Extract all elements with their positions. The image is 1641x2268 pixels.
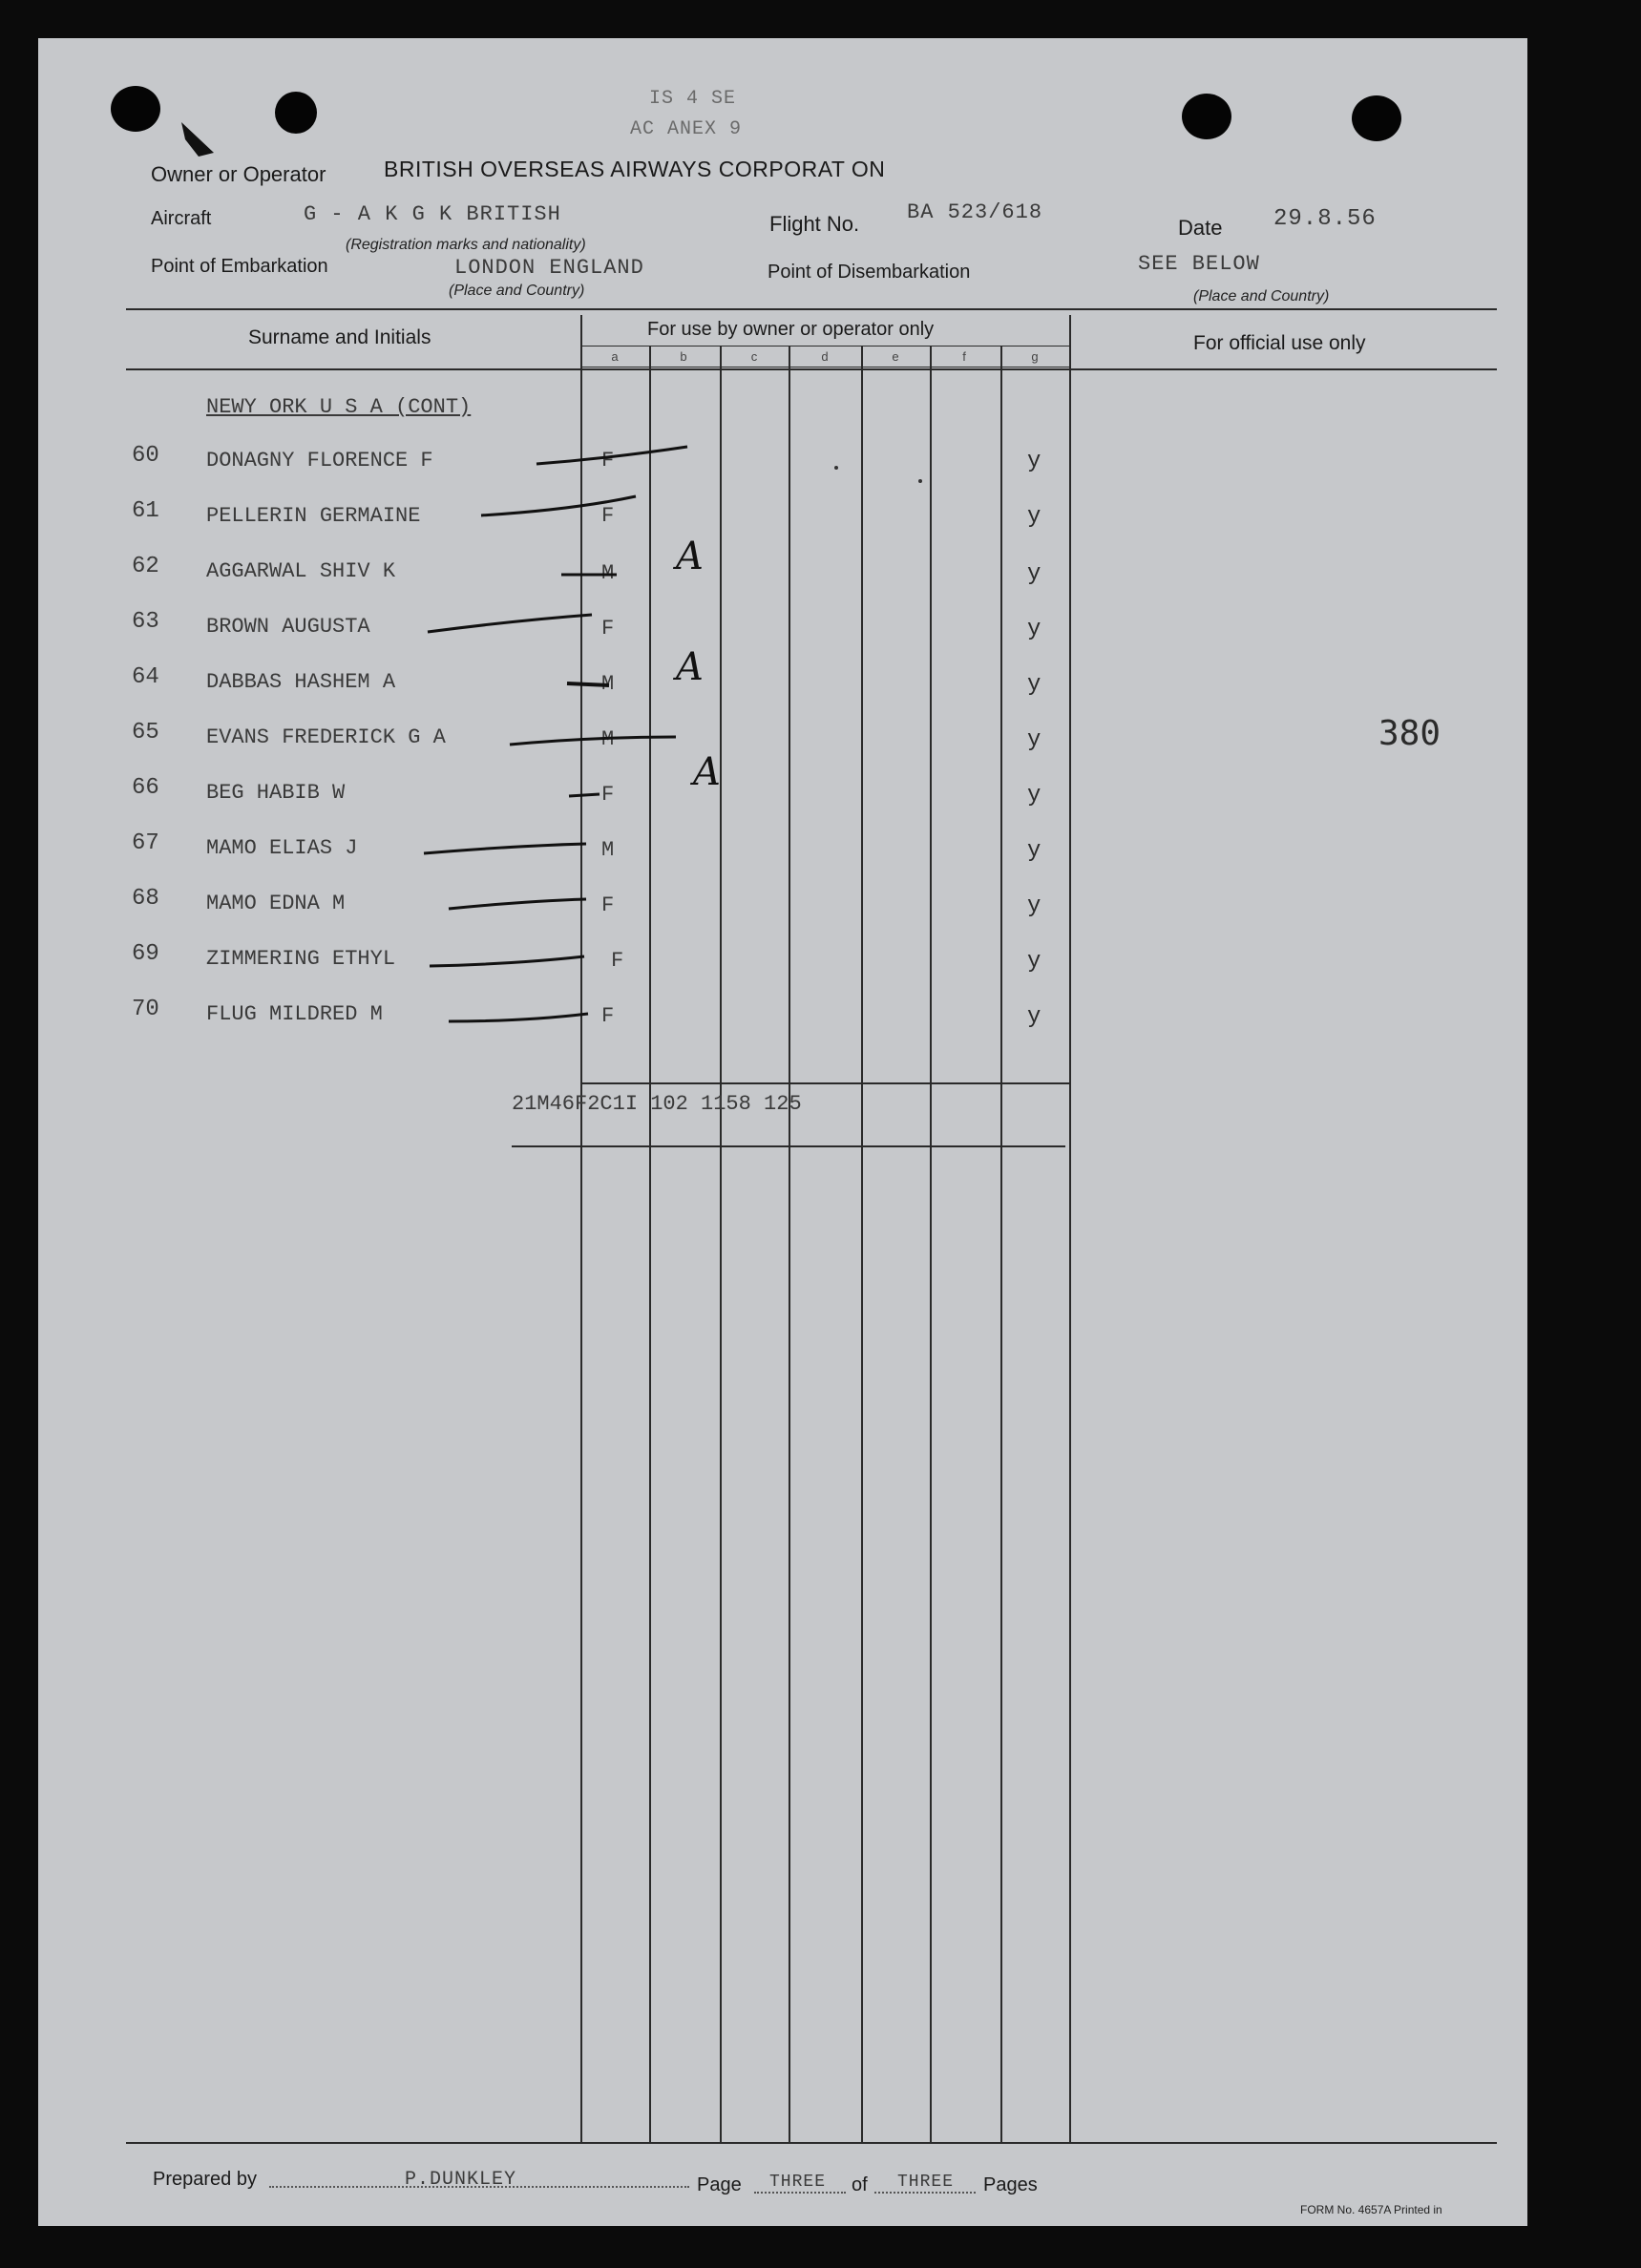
col-g-mark: y xyxy=(1027,672,1041,698)
row-number: 66 xyxy=(132,775,159,801)
dot-mark-2 xyxy=(918,479,922,483)
col-b-mark: A xyxy=(676,645,704,689)
passenger-sex: F xyxy=(601,449,615,472)
row-number: 62 xyxy=(132,554,159,579)
row-number: 61 xyxy=(132,498,159,524)
date-value: 29.8.56 xyxy=(1273,206,1377,232)
owner-value: BRITISH OVERSEAS AIRWAYS CORPORAT ON xyxy=(384,157,886,181)
passenger-sex: F xyxy=(601,617,615,640)
row-number: 68 xyxy=(132,886,159,912)
col-official-header: For official use only xyxy=(1193,332,1366,354)
passenger-sex: M xyxy=(601,727,615,751)
passenger-name: BEG HABIB W xyxy=(206,781,346,805)
col-surname-header: Surname and Initials xyxy=(248,326,431,348)
flight-label: Flight No. xyxy=(769,212,860,236)
totals-line: 21M46F2C1I 102 1158 125 xyxy=(512,1092,802,1116)
col-g-mark: y xyxy=(1027,449,1041,474)
col-g-mark: y xyxy=(1027,504,1041,530)
subcol-c: c xyxy=(750,349,758,364)
row-number: 70 xyxy=(132,997,159,1022)
aircraft-sub: (Registration marks and nationality) xyxy=(346,237,586,253)
row-number: 69 xyxy=(132,941,159,967)
passenger-sex: M xyxy=(601,561,615,585)
subcol-f: f xyxy=(962,349,966,364)
col-g-mark: y xyxy=(1027,1004,1041,1030)
passenger-sex: F xyxy=(601,504,615,528)
col-g-mark: y xyxy=(1027,838,1041,864)
pen-strokes xyxy=(38,38,1527,2226)
passenger-name: FLUG MILDRED M xyxy=(206,1002,383,1026)
passenger-name: DABBAS HASHEM A xyxy=(206,670,396,694)
owner-label: Owner or Operator xyxy=(151,162,326,186)
section-heading: NEWY ORK U S A (CONT) xyxy=(206,395,472,419)
strike-67 xyxy=(424,844,586,853)
flight-value: BA 523/618 xyxy=(907,200,1043,224)
passenger-sex: F xyxy=(601,1004,615,1028)
row-number: 64 xyxy=(132,664,159,690)
subcol-g: g xyxy=(1031,349,1039,364)
pages-label: Pages xyxy=(983,2174,1038,2195)
strike-69 xyxy=(430,956,584,966)
passenger-sex: M xyxy=(601,672,615,696)
subcol-a: a xyxy=(611,349,619,364)
embark-label: Point of Embarkation xyxy=(151,256,328,277)
passenger-name: ZIMMERING ETHYL xyxy=(206,947,396,971)
passenger-sex: F xyxy=(601,893,615,917)
col-g-mark: y xyxy=(1027,949,1041,975)
manifest-sheet xyxy=(38,38,1527,2226)
passenger-name: MAMO ELIAS J xyxy=(206,836,358,860)
dot-mark-1 xyxy=(834,466,838,470)
col-owner-header: For use by owner or operator only xyxy=(647,319,935,340)
embark-sub: (Place and Country) xyxy=(449,283,585,299)
col-b-mark: A xyxy=(693,750,721,794)
date-label: Date xyxy=(1178,216,1223,240)
row-number: 65 xyxy=(132,720,159,746)
strike-65 xyxy=(510,737,676,745)
strike-70 xyxy=(449,1014,588,1021)
col-g-mark: y xyxy=(1027,893,1041,919)
passenger-name: AGGARWAL SHIV K xyxy=(206,559,396,583)
aircraft-label: Aircraft xyxy=(151,208,212,229)
passenger-sex: M xyxy=(601,838,615,862)
passenger-sex: F xyxy=(611,949,624,973)
strike-60 xyxy=(536,447,687,464)
row-number: 63 xyxy=(132,609,159,635)
passenger-name: MAMO EDNA M xyxy=(206,892,346,915)
col-g-mark: y xyxy=(1027,783,1041,808)
col-g-mark: y xyxy=(1027,727,1041,753)
page-value: THREE xyxy=(769,2173,827,2192)
strike-61 xyxy=(481,496,636,515)
passenger-name: DONAGNY FLORENCE F xyxy=(206,449,433,472)
form-number: FORM No. 4657A Printed in xyxy=(1300,2203,1442,2216)
stamp-top: IS 4 SE xyxy=(649,88,737,110)
passenger-sex: F xyxy=(601,783,615,807)
subcol-e: e xyxy=(892,349,899,364)
strike-66 xyxy=(569,794,600,796)
disembark-label: Point of Disembarkation xyxy=(768,262,971,283)
row-number: 67 xyxy=(132,830,159,856)
disembark-sub: (Place and Country) xyxy=(1193,288,1330,304)
prepared-label: Prepared by xyxy=(153,2169,257,2190)
page-label: Page xyxy=(697,2174,742,2195)
col-b-mark: A xyxy=(676,535,704,578)
passenger-name: BROWN AUGUSTA xyxy=(206,615,370,639)
stamp-bottom: AC ANEX 9 xyxy=(630,118,743,140)
arrow-mark xyxy=(181,122,214,157)
of-label: of xyxy=(852,2174,868,2195)
disembark-value: SEE BELOW xyxy=(1138,252,1260,276)
subcol-d: d xyxy=(821,349,829,364)
col-g-mark: y xyxy=(1027,617,1041,642)
of-value: THREE xyxy=(897,2173,955,2192)
official-use-number: 380 xyxy=(1378,714,1441,753)
strike-64 xyxy=(567,683,609,685)
aircraft-value: G - A K G K BRITISH xyxy=(304,202,561,226)
passenger-name: EVANS FREDERICK G A xyxy=(206,725,446,749)
subcol-b: b xyxy=(680,349,687,364)
col-g-mark: y xyxy=(1027,561,1041,587)
embark-value: LONDON ENGLAND xyxy=(454,256,644,280)
strike-63 xyxy=(428,615,592,632)
passenger-name: PELLERIN GERMAINE xyxy=(206,504,421,528)
strike-68 xyxy=(449,899,586,909)
row-number: 60 xyxy=(132,443,159,469)
prepared-value: P.DUNKLEY xyxy=(405,2169,517,2191)
